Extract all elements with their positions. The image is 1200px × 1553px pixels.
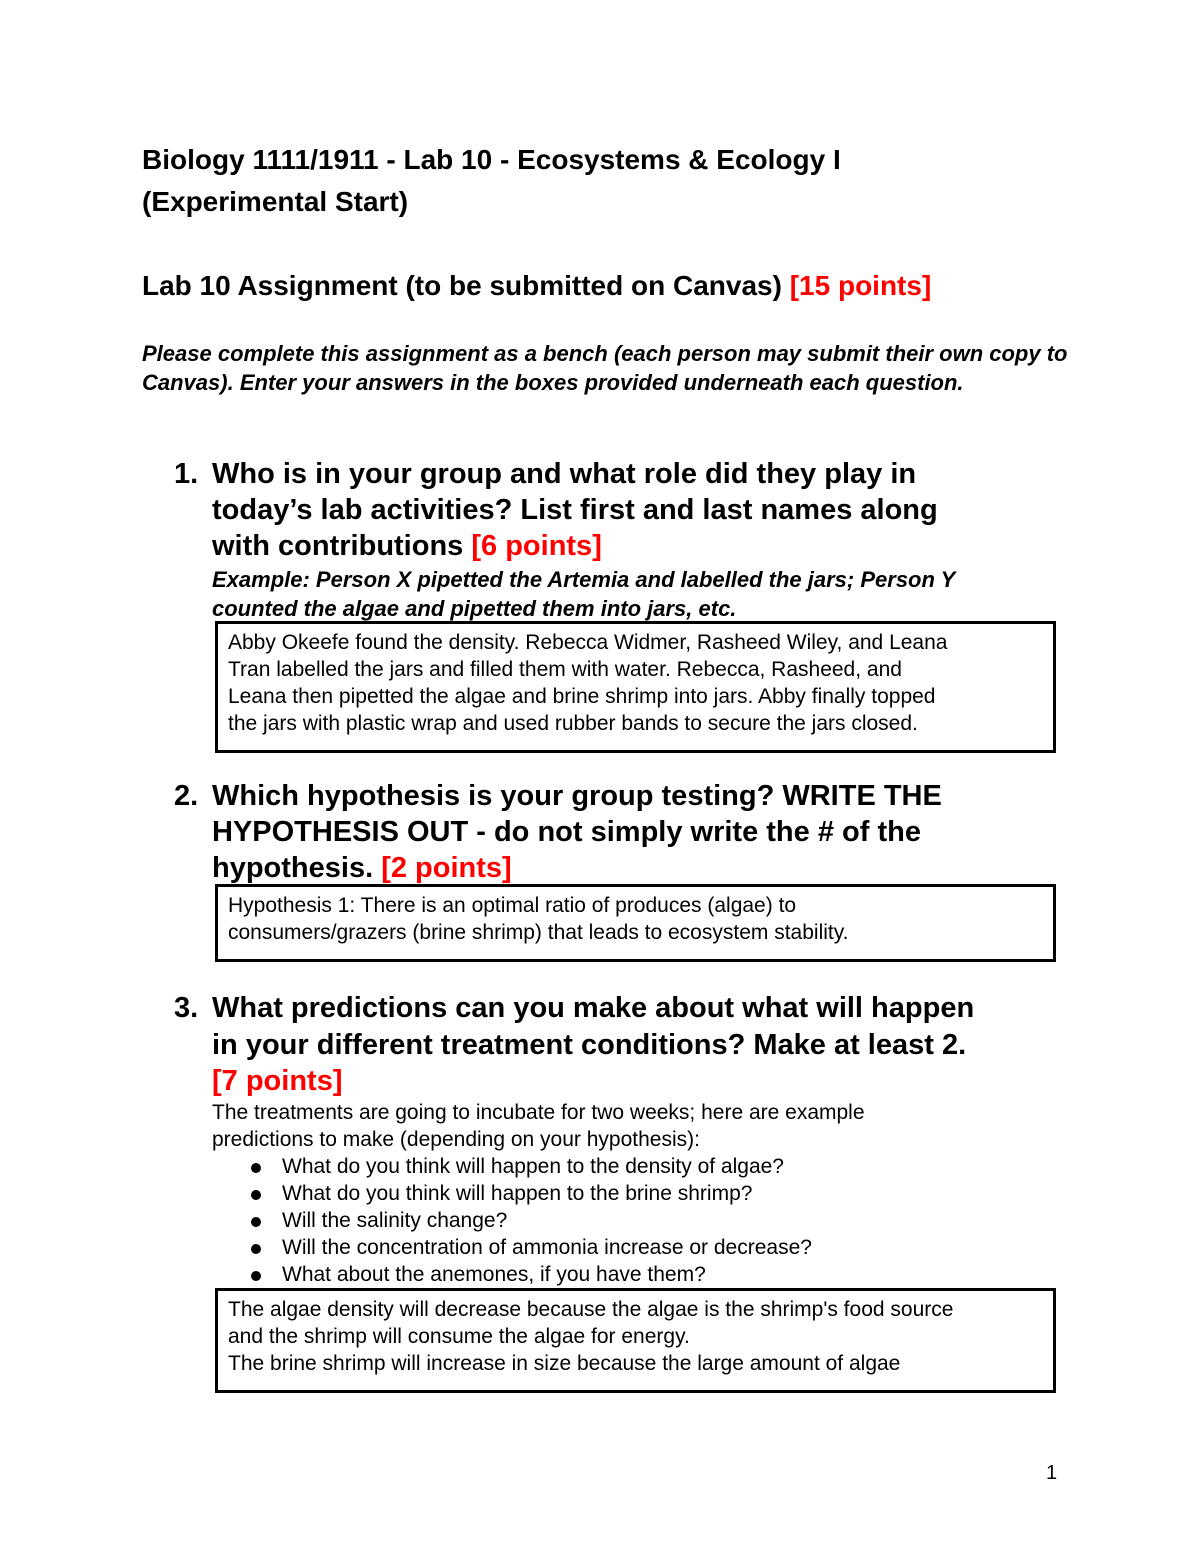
question-2-line-2: HYPOTHESIS OUT - do not simply write the # of the — [212, 816, 921, 848]
question-1-line-3 — [212, 528, 602, 564]
question-3-answer-line-3: The brine shrimp will increase in size because the large amount of algae — [228, 1352, 901, 1375]
bullet-icon — [251, 1244, 261, 1254]
list-item-text: What do you think will happen to the brine shrimp? — [282, 1182, 753, 1205]
question-3-line-2: in your different treatment conditions? Make at least 2. — [212, 1029, 967, 1061]
question-1-answer-line-4: the jars with plastic wrap and used rubber bands to secure the jars closed. — [228, 712, 918, 735]
question-1-example-line-1: Example: Person X pipetted the Artemia and labelled the jars; Person Y — [212, 567, 956, 592]
question-1-line-3-text: with contributions — [212, 530, 472, 562]
question-1-answer-line-2: Tran labelled the jars and filled them with water. Rebecca, Rasheed, and — [228, 658, 902, 681]
question-3-answer-line-2: and the shrimp will consume the algae for energy. — [228, 1325, 690, 1348]
bullet-icon — [251, 1190, 261, 1200]
list-item — [246, 1180, 812, 1207]
list-item — [246, 1207, 812, 1234]
question-1-answer-box[interactable] — [215, 621, 1056, 753]
bullet-icon — [251, 1163, 261, 1173]
question-3-number: 3. — [174, 992, 199, 1024]
list-item — [246, 1261, 812, 1288]
question-2-line-1: Which hypothesis is your group testing? WRITE THE — [212, 780, 942, 812]
list-item — [246, 1234, 812, 1261]
question-1-answer-line-3: Leana then pipetted the algae and brine shrimp into jars. Abby finally topped — [228, 685, 936, 708]
question-2-number: 2. — [174, 780, 199, 812]
question-2-answer-line-2: consumers/grazers (brine shrimp) that leads to ecosystem stability. — [228, 921, 849, 944]
question-2-answer-line-1: Hypothesis 1: There is an optimal ratio of produces (algae) to — [228, 894, 797, 917]
bullet-icon — [251, 1271, 261, 1281]
question-3-line-1: What predictions can you make about what will happen — [212, 992, 975, 1024]
question-3-intro-line-1: The treatments are going to incubate for two weeks; here are example — [212, 1101, 865, 1124]
question-2-answer-box[interactable] — [215, 884, 1056, 962]
assignment-points: [15 points] — [789, 270, 932, 301]
question-3-answer-box[interactable] — [215, 1288, 1056, 1393]
question-1-line-1: Who is in your group and what role did they play in — [212, 458, 917, 490]
question-2-line-3 — [212, 850, 512, 886]
question-1-answer-line-1: Abby Okeefe found the density. Rebecca Widmer, Rasheed Wiley, and Leana — [228, 631, 948, 654]
question-3-intro-line-2: predictions to make (depending on your hypothesis): — [212, 1128, 700, 1151]
list-item-text: Will the concentration of ammonia increase or decrease? — [282, 1236, 812, 1259]
instructions-italic: Please complete this assignment as a bench (each person may submit their own copy to Canvas). — [142, 341, 1068, 395]
question-2-points: [2 points] — [381, 852, 512, 884]
question-1-number: 1. — [174, 458, 199, 490]
instructions-bold: Enter your answers in the boxes provided underneath each question. — [239, 370, 964, 395]
instructions — [142, 339, 1072, 397]
question-3-points: [7 points] — [212, 1065, 343, 1097]
page-number: 1 — [1046, 1462, 1058, 1484]
question-1-points: [6 points] — [471, 530, 602, 562]
question-1-line-2: today’s lab activities? List first and last names along — [212, 494, 938, 526]
assignment-title-text: Lab 10 Assignment (to be submitted on Canvas) — [142, 270, 790, 301]
question-3-answer-line-1: The algae density will decrease because the algae is the shrimp's food source — [228, 1298, 954, 1321]
question-1-example-line-2: counted the algae and pipetted them into jars, etc. — [212, 596, 737, 621]
document-title-line-1: Biology 1111/1911 - Lab 10 - Ecosystems & Ecology I — [142, 144, 841, 175]
list-item-text: Will the salinity change? — [282, 1209, 508, 1232]
list-item-text: What do you think will happen to the density of algae? — [282, 1155, 784, 1178]
question-3-prompt-list — [246, 1153, 812, 1288]
list-item — [246, 1153, 812, 1180]
assignment-title — [142, 268, 931, 304]
list-item-text: What about the anemones, if you have them? — [282, 1263, 706, 1286]
bullet-icon — [251, 1217, 261, 1227]
document-title-line-2: (Experimental Start) — [142, 186, 409, 217]
question-2-line-3-text: hypothesis. — [212, 852, 382, 884]
